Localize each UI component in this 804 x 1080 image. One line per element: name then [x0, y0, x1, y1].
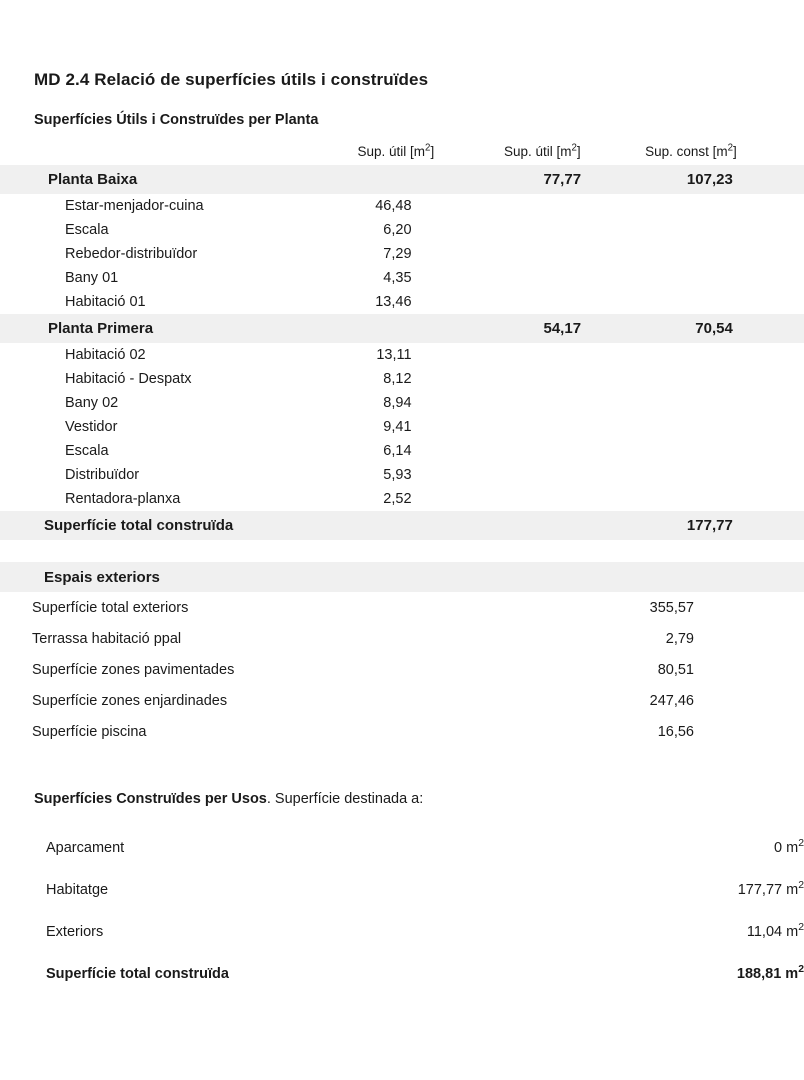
exterior-value: 80,51 [657, 661, 694, 678]
room-area: 5,93 [383, 467, 412, 483]
header-unit-exponent: 2 [425, 142, 431, 154]
total-row [0, 511, 804, 540]
surfaces-table [0, 144, 804, 540]
header-name [0, 144, 316, 165]
use-label: Aparcament [46, 840, 125, 856]
room-area: 4,35 [383, 270, 412, 286]
header-unit-exponent-3: 2 [727, 142, 734, 154]
table-row [0, 487, 804, 511]
table-row [0, 911, 804, 953]
room-area: 8,12 [383, 371, 412, 387]
exterior-table [0, 562, 804, 747]
table-row [0, 827, 804, 869]
floor-util-total: 54,17 [543, 320, 582, 337]
room-name: Habitació 01 [65, 294, 146, 310]
room-name: Bany 02 [65, 395, 119, 411]
use-label: Habitatge [46, 882, 109, 898]
room-area: 9,41 [383, 419, 412, 435]
uses-title-bold: Superfícies Construïdes per Usos [34, 791, 267, 807]
exterior-label: Terrassa habitació ppal [32, 630, 182, 647]
room-area: 13,11 [376, 347, 412, 363]
section-title: Superfícies Útils i Construïdes per Planta [34, 112, 319, 128]
floor-name: Planta Baixa [48, 171, 138, 188]
room-name: Rentadora-planxa [65, 491, 181, 507]
room-area: 8,94 [383, 395, 412, 411]
exterior-header-row [0, 562, 804, 592]
room-name: Bany 01 [65, 270, 119, 286]
exterior-label: Superfície total exteriors [32, 599, 189, 616]
unit-exponent: 2 [798, 964, 804, 976]
room-name: Distribuïdor [65, 467, 140, 483]
floor-row [0, 165, 804, 194]
table-header-row [0, 144, 804, 165]
exterior-label: Superfície piscina [32, 723, 147, 740]
use-value: 11,04 $m^2$ [746, 922, 804, 940]
floor-blank [316, 165, 469, 194]
exterior-value: 355,57 [649, 599, 694, 616]
floor-const-total: 107,23 [686, 171, 733, 188]
room-name: Rebedor-distribuïdor [65, 246, 198, 262]
table-row [0, 592, 804, 623]
table-row [0, 242, 804, 266]
room-area: 46,48 [375, 198, 412, 214]
unit-exponent: 2 [798, 880, 804, 892]
exterior-header-label: Espais exteriors [44, 568, 160, 586]
table-row [0, 716, 804, 747]
table-row [0, 218, 804, 242]
exterior-value: 2,79 [665, 630, 694, 647]
exterior-label: Superfície zones enjardinades [32, 692, 228, 709]
table-row [0, 415, 804, 439]
table-row [0, 194, 804, 218]
table-row [0, 343, 804, 367]
room-name: Vestidor [65, 419, 118, 435]
table-row [0, 367, 804, 391]
exterior-value: 16,56 [657, 723, 694, 740]
room-area: 6,20 [383, 222, 412, 238]
header-unit-exponent-2: 2 [571, 142, 577, 154]
table-row [0, 439, 804, 463]
floor-util-total: 77,77 [543, 171, 582, 188]
uses-table [0, 827, 804, 995]
header-pad [767, 144, 804, 165]
table-row [0, 266, 804, 290]
uses-section-title [34, 791, 804, 807]
floor-name: Planta Primera [48, 320, 154, 337]
floor-const-total: 70,54 [695, 320, 733, 337]
exterior-label: Superfície zones pavimentades [32, 661, 235, 678]
floor-pad [767, 165, 804, 194]
room-area: 2,52 [383, 491, 412, 507]
unit-exponent: 2 [798, 838, 804, 850]
exterior-value: 247,46 [649, 692, 694, 709]
table-row [0, 654, 804, 685]
uses-total-value: 188,81 $m^2$ [736, 964, 804, 982]
table-row [0, 290, 804, 314]
uses-total-label: Superfície total construïda [46, 966, 229, 982]
room-area: 13,46 [375, 294, 412, 310]
use-value: 0 $m^2$ [774, 838, 804, 856]
table-row [0, 391, 804, 415]
exterior-spaces-section [0, 562, 804, 747]
table-row [0, 869, 804, 911]
table-row [0, 623, 804, 654]
use-value: 177,77 $m^2$ [737, 880, 804, 898]
header-util-rooms: Sup. útil $[m^2]$ [357, 142, 435, 159]
table-row [0, 463, 804, 487]
total-label: Superfície total construïda [44, 517, 234, 534]
use-label: Exteriors [46, 924, 104, 940]
header-util-floor: Sup. útil $[m^2]$ [503, 142, 581, 159]
room-name: Escala [65, 222, 109, 238]
page-title: MD 2.4 Relació de superfícies útils i construïdes [34, 70, 429, 89]
room-area: 6,14 [383, 443, 412, 459]
room-name: Habitació - Despatx [65, 371, 192, 387]
room-name: Habitació 02 [65, 347, 146, 363]
table-row [0, 685, 804, 716]
header-const: Sup. const $[m^2]$ [645, 142, 737, 159]
room-name: Estar-menjador-cuina [65, 198, 204, 214]
floor-row [0, 314, 804, 343]
total-value: 177,77 [686, 517, 733, 534]
surfaces-table-body [0, 144, 804, 540]
uses-total-row [0, 953, 804, 995]
unit-exponent: 2 [798, 922, 804, 934]
room-area: 7,29 [383, 246, 412, 262]
room-name: Escala [65, 443, 109, 459]
uses-title-rest: . Superfície destinada a: [266, 791, 424, 807]
